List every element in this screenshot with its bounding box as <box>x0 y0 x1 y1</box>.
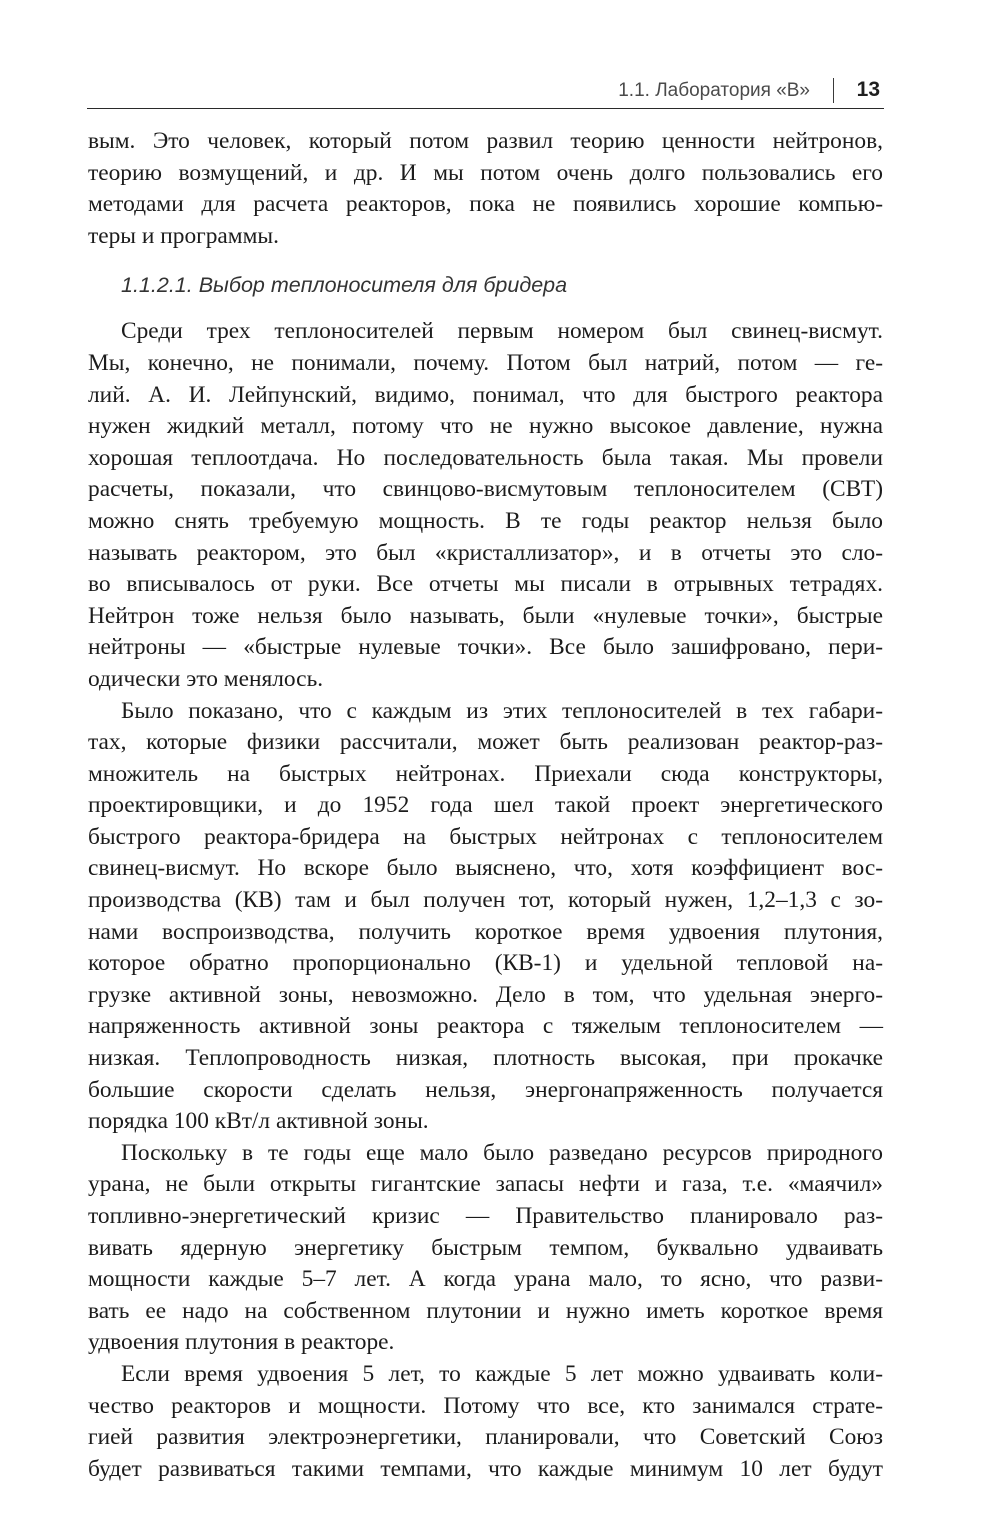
text-line: вать ее надо на собственном плутонии и нужно иметь короткое время <box>88 1297 883 1324</box>
text-line: теры и программы. <box>88 222 279 249</box>
text-line: грузке активной зоны, невозможно. Дело в том, что удельная энерго- <box>88 981 883 1008</box>
text-line: урана, не были открыты гигантские запасы нефти и газа, т.е. «маячил» <box>88 1171 883 1198</box>
running-head <box>87 76 884 109</box>
text-line: методами для расчета реакторов, пока не появились хорошие компью- <box>88 191 883 218</box>
text-line: можно снять требуемую мощность. В те годы реактор нельзя было <box>88 507 883 534</box>
text-line: мощности каждые 5–7 лет. А когда урана мало, то ясно, что разви- <box>88 1266 883 1293</box>
text-line: которое обратно пропорционально (КВ-1) и удельной тепловой на- <box>88 950 883 977</box>
text-line: большие скорости сделать нельзя, энергонапряженность получается <box>88 1076 883 1103</box>
text-line: свинец-висмут. Но вскоре было выяснено, что, хотя коэффициент вос- <box>88 855 883 882</box>
text-line: нами воспроизводства, получить короткое время удвоения плутония, <box>88 918 883 945</box>
paragraph-3 <box>88 1138 883 1359</box>
text-line: производства (КВ) там и был получен тот, который нужен, 1,2–1,3 с зо- <box>88 887 883 914</box>
text-line: теорию возмущений, и др. И мы потом очень долго пользовались его <box>88 159 883 186</box>
text-line: Мы, конечно, не понимали, почему. Потом был натрий, потом — ге- <box>88 349 883 376</box>
paragraph-1 <box>88 316 883 695</box>
body-text <box>88 126 883 1485</box>
text-line: Среди трех теплоносителей первым номером был свинец-висмут. <box>121 318 883 345</box>
text-line: напряженность активной зоны реактора с тяжелым теплоносителем — <box>88 1013 883 1040</box>
paragraph-4 <box>88 1359 883 1485</box>
text-line: во вписывалось от руки. Все отчеты мы писали в отрывных тетрадях. <box>88 571 883 598</box>
text-line: чество реакторов и мощности. Потому что все, кто занимался страте- <box>88 1392 883 1419</box>
text-line: топливно-энергетический кризис — Правительство планировало раз- <box>88 1203 883 1229</box>
text-line: проектировщики, и до 1952 года шел такой проект энергетического <box>88 792 883 819</box>
text-line: расчеты, показали, что свинцово-висмутовым теплоносителем (СВТ) <box>88 476 883 503</box>
text-line: называть реактором, это был «кристаллизатор», и в отчеты это сло- <box>88 539 883 566</box>
text-line: лий. А. И. Лейпунский, видимо, понимал, что для быстрого реактора <box>88 381 883 408</box>
text-line: быстрого реактора-бридера на быстрых нейтронах с теплоносителем <box>88 823 883 850</box>
running-head-divider <box>833 78 835 103</box>
text-line: тах, которые физики рассчитали, может быть реализован реактор-раз- <box>88 729 883 756</box>
text-line: множитель на быстрых нейтронах. Приехали сюда конструкторы, <box>88 760 883 787</box>
text-line: гией развития электроэнергетики, планировали, что Советский Союз <box>88 1424 883 1451</box>
text-line: Нейтрон тоже нельзя было называть, были «нулевые точки», быстрые <box>88 602 883 629</box>
intro-paragraph <box>88 126 883 252</box>
paragraph-2 <box>88 696 883 1138</box>
text-line: порядка 100 кВт/л активной зоны. <box>88 1108 429 1135</box>
text-line: вым. Это человек, который потом развил теорию ценности нейтронов, <box>88 128 883 154</box>
text-line: Было показано, что с каждым из этих теплоносителей в тех габари- <box>121 697 883 724</box>
page-number: 13 <box>856 78 880 101</box>
text-line: Поскольку в те годы еще мало было разведано ресурсов природного <box>121 1139 883 1166</box>
text-line: нужен жидкий металл, потому что не нужно высокое давление, нужна <box>88 413 883 440</box>
text-line: одически это менялось. <box>88 665 324 692</box>
text-line: будет развиваться такими темпами, что каждые минимум 10 лет будут <box>88 1455 883 1482</box>
text-line: нейтроны — «быстрые нулевые точки». Все было зашифровано, пери- <box>88 634 883 661</box>
text-line: удвоения плутония в реакторе. <box>88 1329 395 1356</box>
text-line: хорошая теплоотдача. Но последовательность была такая. Мы провели <box>88 444 883 471</box>
running-head-section-title: 1.1. Лаборатория «В» <box>618 80 810 101</box>
text-line: Если время удвоения 5 лет, то каждые 5 лет можно удваивать коли- <box>121 1360 883 1387</box>
subsection-heading: 1.1.2.1. Выбор теплоносителя для бридера <box>121 273 568 298</box>
text-line: вивать ядерную энергетику быстрым темпом, буквально удваивать <box>88 1234 883 1261</box>
text-line: низкая. Теплопроводность низкая, плотность высокая, при прокачке <box>88 1045 883 1072</box>
